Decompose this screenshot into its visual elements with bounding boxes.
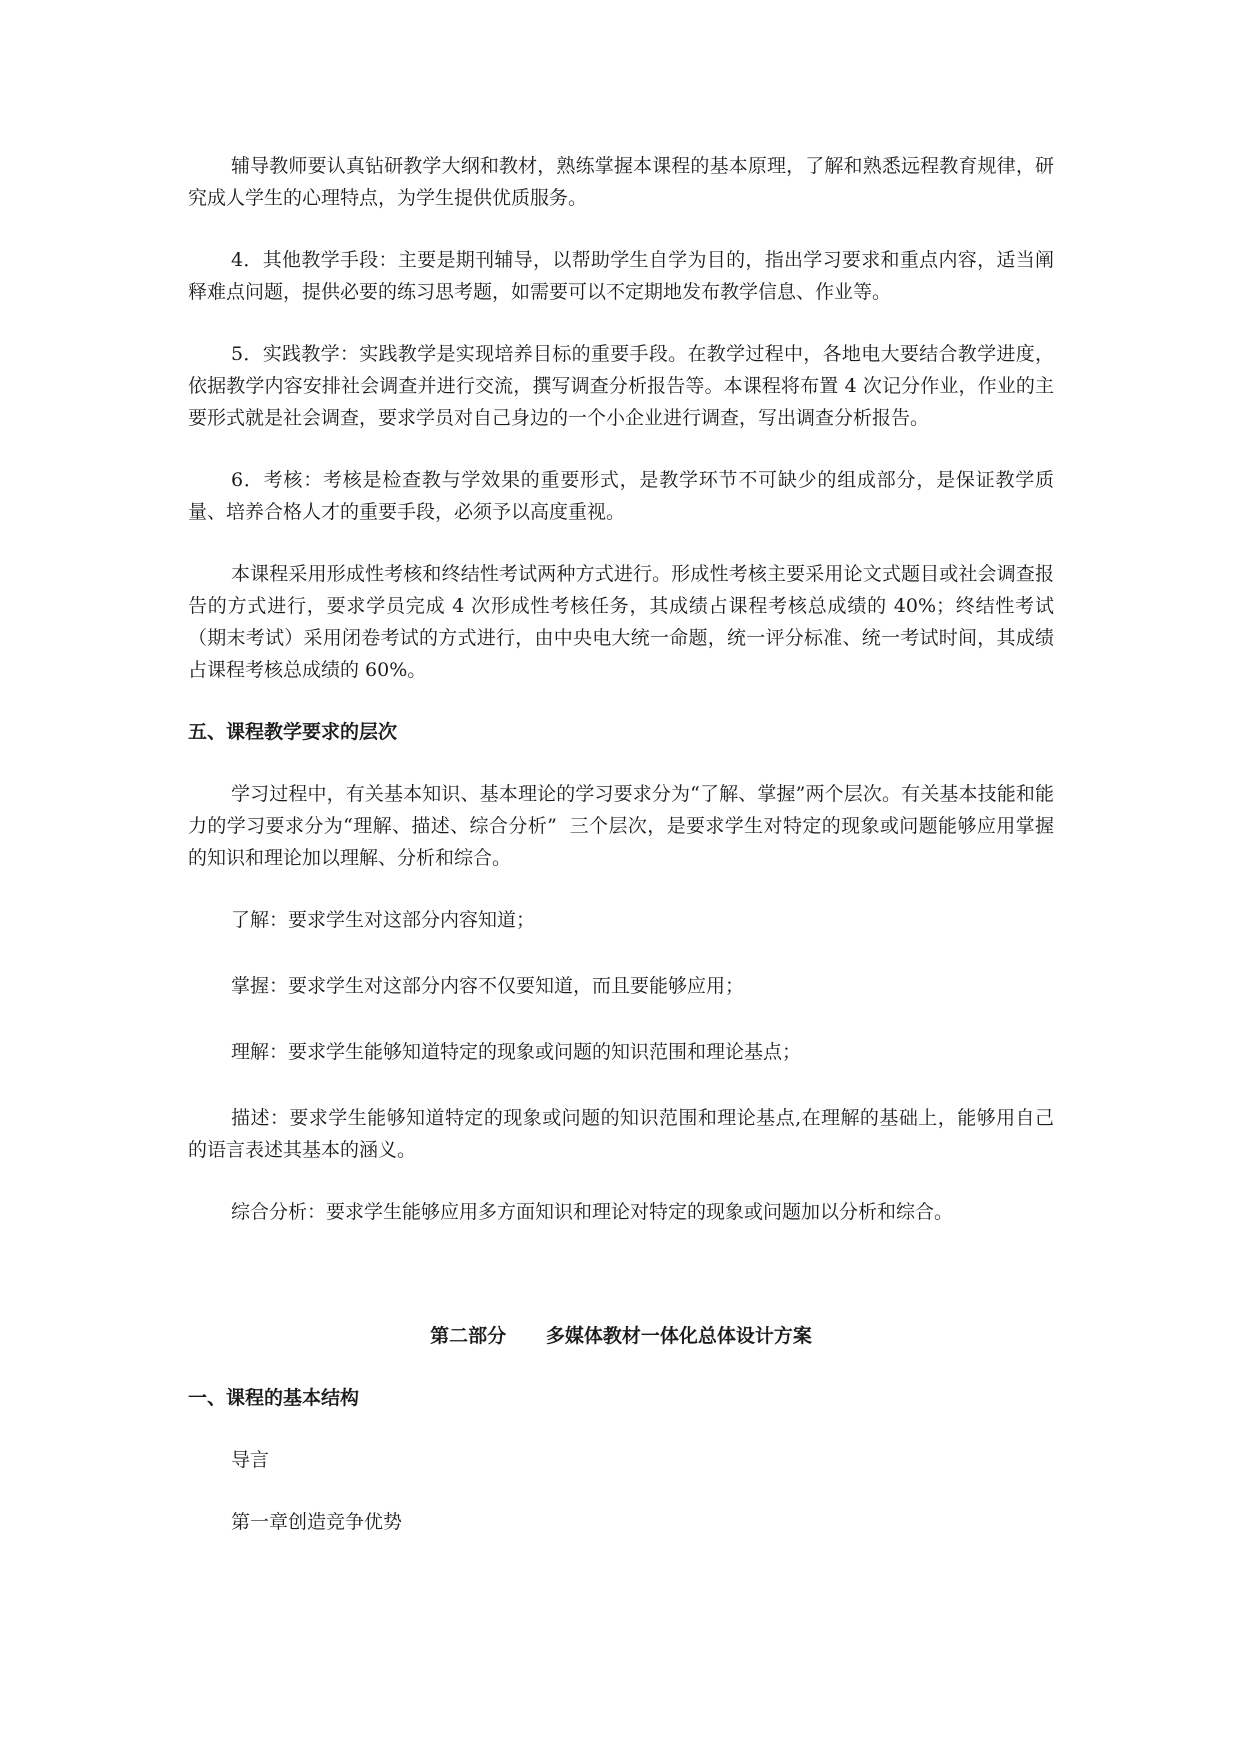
section-heading-course-structure: 一、课程的基本结构 bbox=[188, 1387, 360, 1409]
document-page bbox=[188, 150, 1054, 1568]
level-master: 掌握：要求学生对这部分内容不仅要知道，而且要能够应用； bbox=[231, 975, 745, 997]
section-heading-teaching-levels: 五、课程教学要求的层次 bbox=[188, 721, 398, 743]
paragraph-assessment: 6．考核：考核是检查教与学效果的重要形式，是教学环节不可缺少的组成部分，是保证教学质量、培养合格人才的重要手段，必须予以高度重视。 bbox=[188, 469, 1054, 523]
level-comprehensive-analysis: 综合分析：要求学生能够应用多方面知识和理论对特定的现象或问题加以分析和综合。 bbox=[231, 1201, 954, 1223]
level-understand-basic: 了解：要求学生对这部分内容知道； bbox=[231, 909, 536, 931]
level-comprehend: 理解：要求学生能够知道特定的现象或问题的知识范围和理论基点； bbox=[231, 1041, 802, 1063]
level-describe: 描述：要求学生能够知道特定的现象或问题的知识范围和理论基点,在理解的基础上，能够用自己的语言表述其基本的涵义。 bbox=[188, 1107, 1054, 1161]
paragraph-levels-intro: 学习过程中，有关基本知识、基本理论的学习要求分为“了解、掌握”两个层次。有关基本技能和能力的学习要求分为“理解、描述、综合分析” 三个层次，是要求学生对特定的现象或问题能够应用掌握的知识和理论加以理解、分析和综合。 bbox=[188, 783, 1054, 869]
outline-item-chapter-1: 第一章创造竞争优势 bbox=[231, 1511, 403, 1533]
part-title: 第二部分 多媒体教材一体化总体设计方案 bbox=[430, 1325, 812, 1347]
outline-item-introduction: 导言 bbox=[231, 1449, 270, 1471]
paragraph-tutor-requirements: 辅导教师要认真钻研教学大纲和教材，熟练掌握本课程的基本原理，了解和熟悉远程教育规律，研究成人学生的心理特点，为学生提供优质服务。 bbox=[188, 155, 1054, 209]
paragraph-practical-teaching: 5．实践教学：实践教学是实现培养目标的重要手段。在教学过程中，各地电大要结合教学进度，依据教学内容安排社会调查并进行交流，撰写调查分析报告等。本课程将布置 4 次记分作业，作业的主要形式就是社会调查，要求学员对自己身边的一个小企业进行调查，写出调查分析报告。 bbox=[188, 343, 1054, 429]
paragraph-other-teaching-means: 4．其他教学手段：主要是期刊辅导，以帮助学生自学为目的，指出学习要求和重点内容，适当阐释难点问题，提供必要的练习思考题，如需要可以不定期地发布教学信息、作业等。 bbox=[188, 249, 1054, 303]
paragraph-assessment-method: 本课程采用形成性考核和终结性考试两种方式进行。形成性考核主要采用论文式题目或社会调查报告的方式进行，要求学员完成 4 次形成性考核任务，其成绩占课程考核总成绩的 40%；终结性考试（期末考试）采用闭卷考试的方式进行，由中央电大统一命题，统一评分标准、统一考试时间，其成绩占课程考核总成绩的 60%。 bbox=[188, 563, 1054, 681]
